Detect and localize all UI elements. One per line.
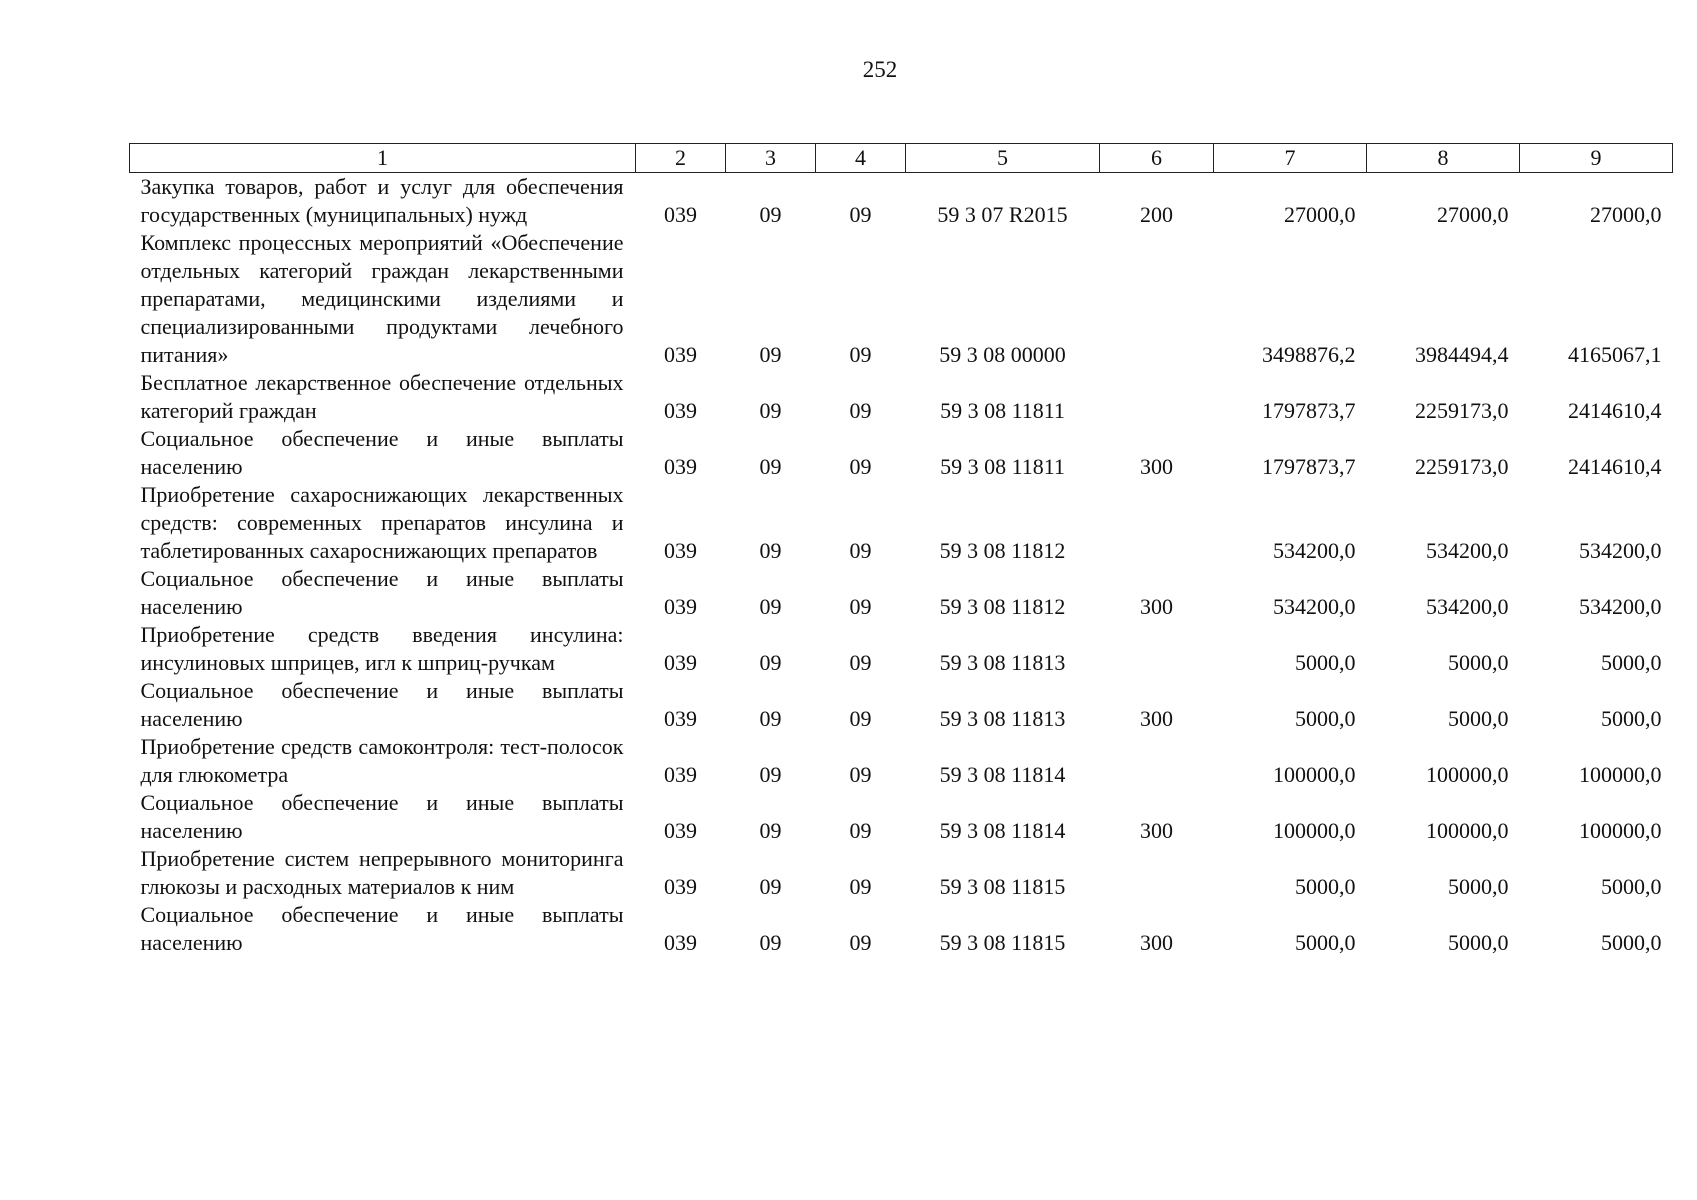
amount-col-7: 534200,0 [1273,538,1356,563]
amount-col-8: 5000,0 [1448,874,1509,899]
column-header: 2 [636,144,726,173]
column-header: 1 [130,144,636,173]
target-article-code: 59 3 08 00000 [939,342,1066,367]
subsection-code: 09 [849,818,872,843]
amount-col-9: 2414610,4 [1568,398,1662,423]
column-header: 8 [1367,144,1520,173]
target-article-code: 59 3 08 11811 [940,398,1065,423]
amount-col-7: 5000,0 [1295,706,1356,731]
ministry-code: 039 [664,874,697,899]
budget-table [129,143,1673,957]
amount-col-7: 5000,0 [1295,874,1356,899]
section-code: 09 [759,706,782,731]
amount-col-9: 534200,0 [1579,594,1662,619]
ministry-code: 039 [664,650,697,675]
amount-col-8: 2259173,0 [1415,454,1509,479]
amount-col-9: 27000,0 [1590,202,1662,227]
amount-col-7: 5000,0 [1295,650,1356,675]
target-article-code: 59 3 08 11813 [939,650,1066,675]
row-name: Бесплатное лекарственное обеспечение отдельных категорий граждан [140,370,624,423]
subsection-code: 09 [849,202,872,227]
amount-col-9: 4165067,1 [1568,342,1662,367]
row-name: Приобретение сахароснижающих лекарственных средств: современных препаратов инсулина и таблетированных сахароснижающих препаратов [140,482,624,563]
column-header: 5 [906,144,1100,173]
target-article-code: 59 3 08 11812 [939,594,1066,619]
expense-type-code: 200 [1140,202,1173,227]
table-row [130,789,1673,845]
table-header [130,144,1673,173]
page-number: 252 [862,57,898,82]
ministry-code: 039 [664,398,697,423]
column-header: 9 [1520,144,1673,173]
subsection-code: 09 [849,454,872,479]
section-code: 09 [759,930,782,955]
table-row [130,621,1673,677]
table-row [130,901,1673,957]
amount-col-8: 5000,0 [1448,930,1509,955]
table-row [130,425,1673,481]
amount-col-8: 5000,0 [1448,650,1509,675]
subsection-code: 09 [849,342,872,367]
ministry-code: 039 [664,342,697,367]
amount-col-9: 5000,0 [1601,706,1662,731]
amount-col-9: 2414610,4 [1568,454,1662,479]
target-article-code: 59 3 08 11812 [939,538,1066,563]
target-article-code: 59 3 08 11811 [940,454,1065,479]
amount-col-8: 27000,0 [1437,202,1509,227]
expense-type-code: 300 [1140,930,1173,955]
section-code: 09 [759,342,782,367]
expense-type-code: 300 [1140,818,1173,843]
amount-col-9: 5000,0 [1601,650,1662,675]
table-row [130,369,1673,425]
row-name: Приобретение средств введения инсулина: инсулиновых шприцев, игл к шприц-ручкам [140,622,624,675]
column-header: 7 [1214,144,1367,173]
amount-col-7: 100000,0 [1273,762,1356,787]
amount-col-8: 2259173,0 [1415,398,1509,423]
section-code: 09 [759,398,782,423]
subsection-code: 09 [849,874,872,899]
subsection-code: 09 [849,650,872,675]
row-name: Социальное обеспечение и иные выплаты населению [140,426,624,479]
section-code: 09 [759,202,782,227]
section-code: 09 [759,874,782,899]
ministry-code: 039 [664,202,697,227]
column-header: 4 [816,144,906,173]
expense-type-code [1100,845,1214,901]
table-row [130,677,1673,733]
subsection-code: 09 [849,706,872,731]
table-row [130,733,1673,789]
ministry-code: 039 [664,930,697,955]
ministry-code: 039 [664,706,697,731]
target-article-code: 59 3 07 R2015 [937,202,1068,227]
column-header: 6 [1100,144,1214,173]
target-article-code: 59 3 08 11815 [939,874,1066,899]
amount-col-9: 5000,0 [1601,930,1662,955]
table-body [130,173,1673,958]
table-row [130,845,1673,901]
amount-col-9: 5000,0 [1601,874,1662,899]
target-article-code: 59 3 08 11815 [939,930,1066,955]
column-header: 3 [726,144,816,173]
amount-col-8: 534200,0 [1426,594,1509,619]
row-name: Закупка товаров, работ и услуг для обеспечения государственных (муниципальных) нужд [140,174,624,227]
expense-type-code [1100,733,1214,789]
amount-col-8: 5000,0 [1448,706,1509,731]
row-name: Приобретение средств самоконтроля: тест-полосок для глюкометра [140,734,624,787]
expense-type-code: 300 [1140,594,1173,619]
ministry-code: 039 [664,538,697,563]
expense-type-code: 300 [1140,454,1173,479]
expense-type-code [1100,369,1214,425]
subsection-code: 09 [849,930,872,955]
section-code: 09 [759,650,782,675]
amount-col-7: 3498876,2 [1262,342,1356,367]
section-code: 09 [759,762,782,787]
table-row [130,565,1673,621]
expense-type-code [1100,481,1214,565]
section-code: 09 [759,818,782,843]
row-name: Приобретение систем непрерывного мониторинга глюкозы и расходных материалов к ним [140,846,624,899]
table-row [130,229,1673,369]
ministry-code: 039 [664,818,697,843]
amount-col-7: 534200,0 [1273,594,1356,619]
target-article-code: 59 3 08 11813 [939,706,1066,731]
expense-type-code: 300 [1140,706,1173,731]
subsection-code: 09 [849,398,872,423]
ministry-code: 039 [664,762,697,787]
amount-col-8: 3984494,4 [1415,342,1509,367]
amount-col-7: 27000,0 [1284,202,1356,227]
amount-col-9: 100000,0 [1579,818,1662,843]
row-name: Комплекс процессных мероприятий «Обеспечение отдельных категорий граждан лекарственными препаратами, медицинскими изделиями и специализированными продуктами лечебного питания» [140,230,624,367]
subsection-code: 09 [849,538,872,563]
ministry-code: 039 [664,454,697,479]
row-name: Социальное обеспечение и иные выплаты населению [140,902,624,955]
amount-col-9: 100000,0 [1579,762,1662,787]
section-code: 09 [759,594,782,619]
expense-type-code [1100,229,1214,369]
ministry-code: 039 [664,594,697,619]
row-name: Социальное обеспечение и иные выплаты населению [140,790,624,843]
amount-col-7: 1797873,7 [1262,454,1356,479]
amount-col-8: 100000,0 [1426,762,1509,787]
row-name: Социальное обеспечение и иные выплаты населению [140,678,624,731]
subsection-code: 09 [849,594,872,619]
amount-col-7: 100000,0 [1273,818,1356,843]
table-row [130,481,1673,565]
table-row [130,173,1673,230]
expense-type-code [1100,621,1214,677]
section-code: 09 [759,538,782,563]
amount-col-8: 100000,0 [1426,818,1509,843]
row-name: Социальное обеспечение и иные выплаты населению [140,566,624,619]
amount-col-8: 534200,0 [1426,538,1509,563]
subsection-code: 09 [849,762,872,787]
amount-col-7: 5000,0 [1295,930,1356,955]
target-article-code: 59 3 08 11814 [939,762,1066,787]
amount-col-7: 1797873,7 [1262,398,1356,423]
column-number-row [130,144,1673,173]
target-article-code: 59 3 08 11814 [939,818,1066,843]
amount-col-9: 534200,0 [1579,538,1662,563]
section-code: 09 [759,454,782,479]
